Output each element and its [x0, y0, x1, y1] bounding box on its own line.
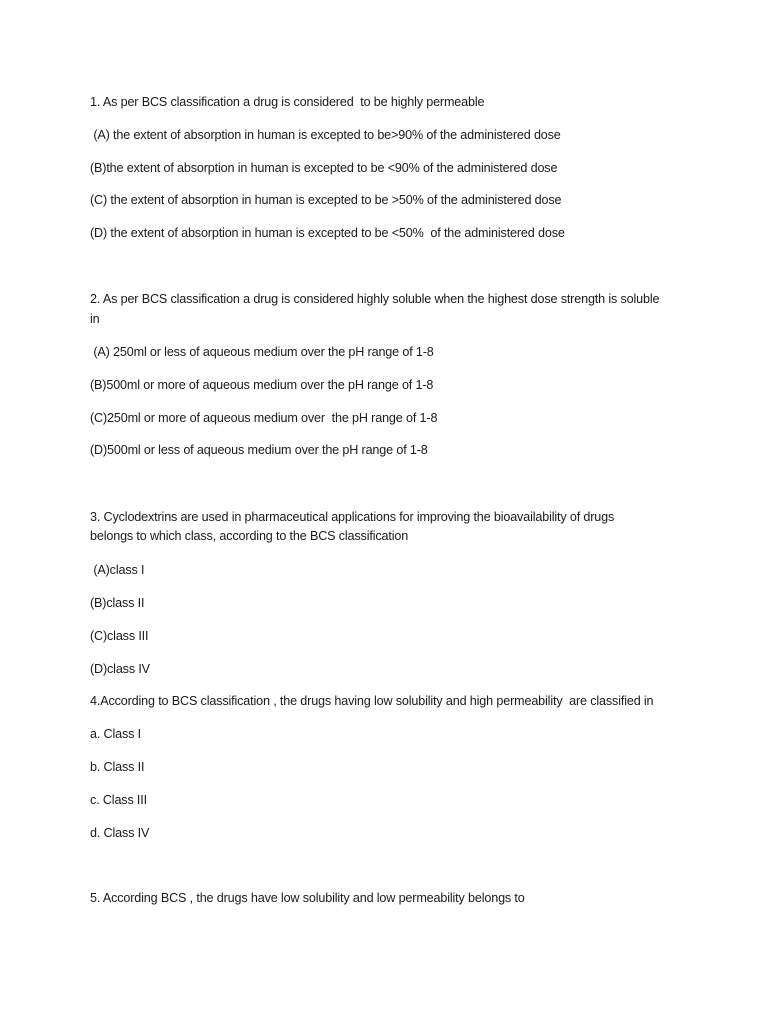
question-1-option-a: (A) the extent of absorption in human is excepted to be>90% of the administered dose — [90, 128, 561, 142]
question-2-stem-line-2: in — [90, 312, 100, 326]
question-5-stem: 5. According BCS , the drugs have low solubility and low permeability belongs to — [90, 891, 525, 905]
question-3-option-a: (A)class I — [90, 563, 145, 577]
question-4-stem: 4.According to BCS classification , the drugs having low solubility and high permeability are classified in — [90, 694, 654, 708]
question-3-option-d: (D)class IV — [90, 662, 150, 676]
question-3-option-c: (C)class III — [90, 629, 149, 643]
question-4-option-a: a. Class I — [90, 727, 141, 741]
question-1-option-d: (D) the extent of absorption in human is excepted to be <50% of the administered dose — [90, 226, 565, 240]
question-2-stem-line-1: 2. As per BCS classification a drug is considered highly soluble when the highest dose strength is soluble — [90, 292, 660, 306]
question-3-option-b: (B)class II — [90, 596, 145, 610]
question-4-option-b: b. Class II — [90, 760, 145, 774]
question-4-option-c: c. Class III — [90, 793, 147, 807]
question-4-option-d: d. Class IV — [90, 826, 150, 840]
question-2-option-d: (D)500ml or less of aqueous medium over the pH range of 1-8 — [90, 443, 428, 457]
question-2-option-b: (B)500ml or more of aqueous medium over the pH range of 1-8 — [90, 378, 434, 392]
question-3-stem-line-1: 3. Cyclodextrins are used in pharmaceutical applications for improving the bioavailability of drugs — [90, 510, 615, 524]
question-2-option-a: (A) 250ml or less of aqueous medium over the pH range of 1-8 — [90, 345, 434, 359]
question-2-option-c: (C)250ml or more of aqueous medium over the pH range of 1-8 — [90, 411, 438, 425]
question-1-stem: 1. As per BCS classification a drug is considered to be highly permeable — [90, 95, 485, 109]
question-1-option-b: (B)the extent of absorption in human is excepted to be <90% of the administered dose — [90, 161, 558, 175]
question-1-option-c: (C) the extent of absorption in human is excepted to be >50% of the administered dose — [90, 193, 562, 207]
question-3-stem-line-2: belongs to which class, according to the BCS classification — [90, 529, 409, 543]
